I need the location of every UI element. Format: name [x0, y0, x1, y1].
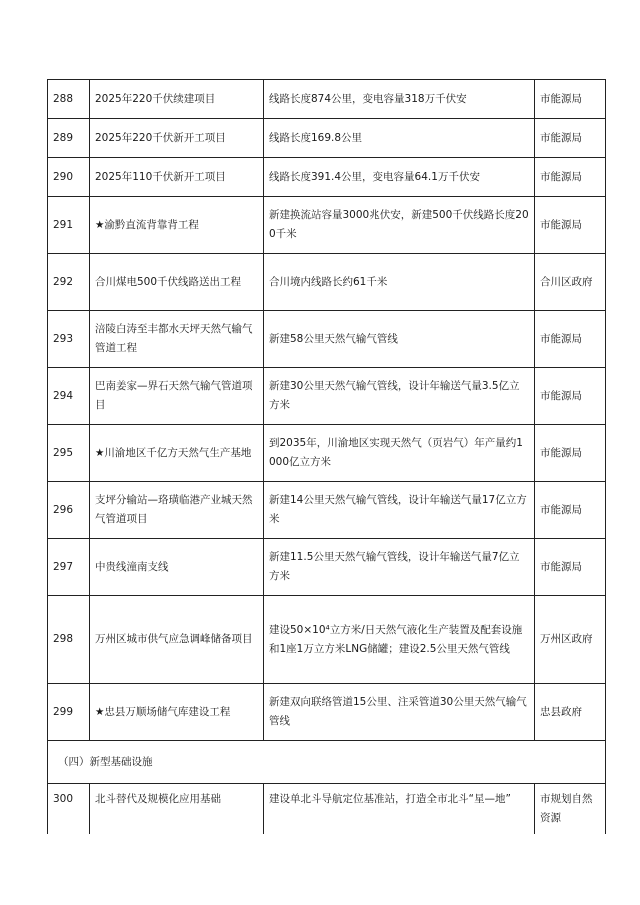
project-name: 2025年220千伏续建项目: [90, 80, 264, 119]
section-heading: （四）新型基础设施: [48, 741, 606, 784]
responsible-unit: 市能源局: [535, 482, 606, 539]
project-name: 2025年110千伏新开工项目: [90, 158, 264, 197]
project-table: [47, 79, 606, 834]
project-name: 支坪分输站—珞璜临港产业城天然气管道项目: [90, 482, 264, 539]
responsible-unit: 市规划自然资源: [535, 784, 606, 834]
project-content: 建设50×10⁴立方米/日天然气液化生产装置及配套设施和1座1万立方米LNG储罐；建设2.5公里天然气管线: [264, 596, 535, 684]
project-name: 涪陵白涛至丰都水天坪天然气输气管道工程: [90, 311, 264, 368]
project-name: 2025年220千伏新开工项目: [90, 119, 264, 158]
project-name: 万州区城市供气应急调峰储备项目: [90, 596, 264, 684]
row-number: 300: [48, 784, 90, 834]
table-row: [48, 482, 606, 539]
project-content: 线路长度874公里，变电容量318万千伏安: [264, 80, 535, 119]
row-number: 294: [48, 368, 90, 425]
project-content: 线路长度169.8公里: [264, 119, 535, 158]
project-content: 新建14公里天然气输气管线，设计年输送气量17亿立方米: [264, 482, 535, 539]
project-content: 新建30公里天然气输气管线，设计年输送气量3.5亿立方米: [264, 368, 535, 425]
project-content: 建设单北斗导航定位基准站，打造全市北斗“星—地”: [264, 784, 535, 834]
responsible-unit: 市能源局: [535, 197, 606, 254]
table-row: [48, 311, 606, 368]
responsible-unit: 市能源局: [535, 119, 606, 158]
project-name: 巴南姜家—界石天然气输气管道项目: [90, 368, 264, 425]
responsible-unit: 市能源局: [535, 158, 606, 197]
project-content: 线路长度391.4公里，变电容量64.1万千伏安: [264, 158, 535, 197]
project-content: 新建58公里天然气输气管线: [264, 311, 535, 368]
table-row: [48, 119, 606, 158]
project-content: 新建11.5公里天然气输气管线，设计年输送气量7亿立方米: [264, 539, 535, 596]
project-content: 新建双向联络管道15公里、注采管道30公里天然气输气管线: [264, 684, 535, 741]
project-name: ★渝黔直流背靠背工程: [90, 197, 264, 254]
table-row: [48, 425, 606, 482]
row-number: 288: [48, 80, 90, 119]
row-number: 298: [48, 596, 90, 684]
row-number: 290: [48, 158, 90, 197]
row-number: 299: [48, 684, 90, 741]
responsible-unit: 市能源局: [535, 368, 606, 425]
row-number: 292: [48, 254, 90, 311]
table-row: [48, 80, 606, 119]
table-row: [48, 596, 606, 684]
responsible-unit: 市能源局: [535, 539, 606, 596]
row-number: 289: [48, 119, 90, 158]
row-number: 295: [48, 425, 90, 482]
table-row: [48, 197, 606, 254]
table-row: [48, 539, 606, 596]
section-heading-row: [48, 741, 606, 784]
project-content: 新建换流站容量3000兆伏安，新建500千伏线路长度200千米: [264, 197, 535, 254]
responsible-unit: 市能源局: [535, 80, 606, 119]
responsible-unit: 万州区政府: [535, 596, 606, 684]
project-content: 合川境内线路长约61千米: [264, 254, 535, 311]
table-row: [48, 784, 606, 834]
responsible-unit: 合川区政府: [535, 254, 606, 311]
project-name: 合川煤电500千伏线路送出工程: [90, 254, 264, 311]
row-number: 296: [48, 482, 90, 539]
table-row: [48, 158, 606, 197]
row-number: 293: [48, 311, 90, 368]
project-content: 到2035年，川渝地区实现天然气（页岩气）年产量约1000亿立方米: [264, 425, 535, 482]
row-number: 297: [48, 539, 90, 596]
row-number: 291: [48, 197, 90, 254]
responsible-unit: 市能源局: [535, 311, 606, 368]
table-row: [48, 684, 606, 741]
project-name: 中贵线潼南支线: [90, 539, 264, 596]
responsible-unit: 市能源局: [535, 425, 606, 482]
table-row: [48, 254, 606, 311]
table-row: [48, 368, 606, 425]
responsible-unit: 忠县政府: [535, 684, 606, 741]
project-name: 北斗替代及规模化应用基础: [90, 784, 264, 834]
project-name: ★忠县万顺场储气库建设工程: [90, 684, 264, 741]
project-name: ★川渝地区千亿方天然气生产基地: [90, 425, 264, 482]
